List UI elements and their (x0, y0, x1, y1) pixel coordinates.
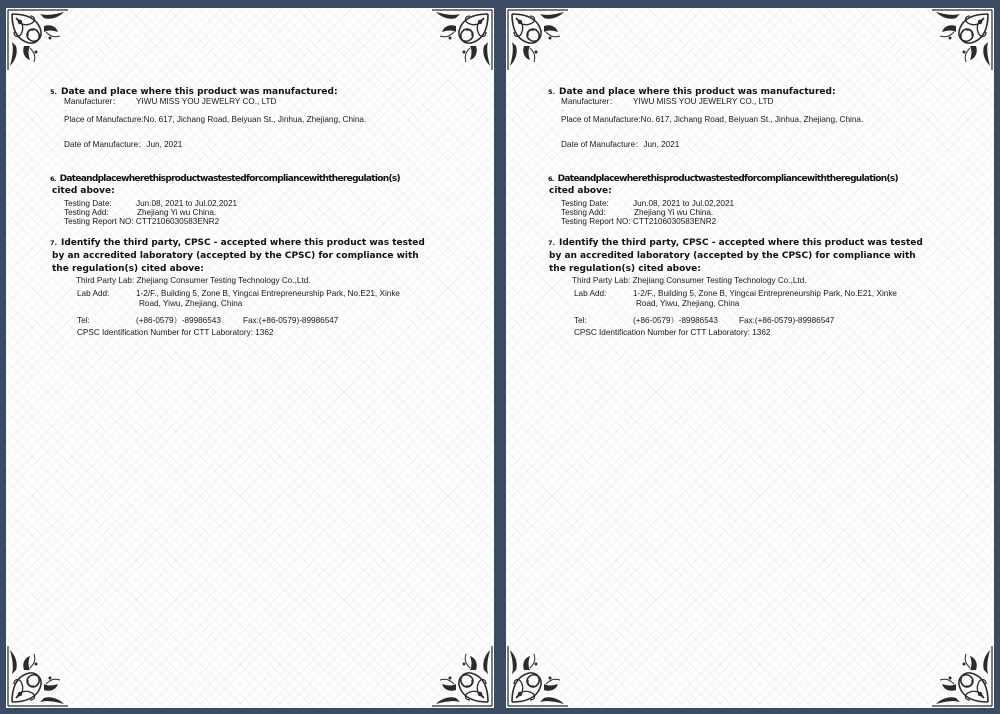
testing-report-no: Testing Report NO: CTT2106030583ENR2 (64, 217, 220, 226)
manufacturer-value: YIWU MISS YOU JEWELRY CO., LTD (633, 97, 774, 106)
third-party-lab: Third Party Lab: Zhejiang Consumer Testing Technology Co.,Ltd. (76, 276, 311, 285)
testing-date-value: Jun.08, 2021 to Jul.02,2021 (136, 199, 238, 208)
section-7-heading: 7. Identify the third party, CPSC - accepted where this product was tested (548, 238, 923, 248)
section-6-heading: 6. Dateandplacewherethisproductwastestedforcompliancewiththeregulation(s) (548, 174, 898, 184)
certificate-page-right (506, 8, 994, 708)
tel-value: (+86-0579）-89986543 (633, 316, 718, 325)
section-6-heading-cont: cited above: (52, 186, 115, 196)
lab-add-label: Lab Add: (574, 289, 607, 298)
stray-dot: . (562, 107, 564, 113)
fax-value: Fax:(+86-0579)-89986547 (739, 316, 835, 325)
section-7-heading-line2: by an accredited laboratory (accepted by the CPSC) for compliance with (549, 251, 916, 261)
testing-add-label: Testing Add: (64, 208, 109, 217)
manufacturer-value: YIWU MISS YOU JEWELRY CO., LTD (136, 97, 277, 106)
section-5-heading: 5. Date and place where this product was manufactured: (50, 87, 338, 97)
tel-label: Tel: (574, 316, 587, 325)
lab-add-line1: 1-2/F., Building 5, Zone B, Yingcai Entrepreneurship Park, No.E21, Xinke (633, 289, 897, 298)
tel-label: Tel: (77, 316, 90, 325)
lab-add-label: Lab Add: (77, 289, 110, 298)
section-5-heading: 5. Date and place where this product was manufactured: (548, 87, 836, 97)
section-7-heading-line3: the regulation(s) cited above: (52, 264, 204, 274)
section-7-heading-line3: the regulation(s) cited above: (549, 264, 701, 274)
fax-value: Fax:(+86-0579)-89986547 (243, 316, 339, 325)
certificate-page-left (6, 8, 494, 708)
testing-report-no: Testing Report NO: CTT2106030583ENR2 (561, 217, 717, 226)
manufacturer-label: Manufacturer： (561, 97, 618, 106)
place-of-manufacture: Place of Manufacture:No. 617, Jichang Road, Beiyuan St., Jinhua, Zhejiang, China. (64, 115, 367, 124)
testing-add-value: Zhejiang Yi wu China. (634, 208, 714, 217)
lab-add-line1: 1-2/F., Building 5, Zone B, Yingcai Entrepreneurship Park, No.E21, Xinke (136, 289, 400, 298)
testing-add-label: Testing Add: (561, 208, 606, 217)
section-7-heading-line2: by an accredited laboratory (accepted by the CPSC) for compliance with (52, 251, 419, 261)
date-of-manufacture: Date of Manufacture：Jun, 2021 (561, 140, 680, 149)
section-6-heading: 6. Dateandplacewherethisproductwastestedforcompliancewiththeregulation(s) (50, 174, 400, 184)
date-of-manufacture: Date of Manufacture：Jun, 2021 (64, 140, 183, 149)
section-6-heading-cont: cited above: (549, 186, 612, 196)
testing-date-value: Jun.08, 2021 to Jul.02,2021 (633, 199, 735, 208)
testing-date-label: Testing Date: (64, 199, 112, 208)
lab-add-line2: Road, Yiwu, Zhejiang, China (139, 299, 243, 308)
testing-date-label: Testing Date: (561, 199, 609, 208)
cpsc-identification: CPSC Identification Number for CTT Laboratory: 1362 (574, 328, 771, 337)
tel-value: (+86-0579）-89986543 (136, 316, 221, 325)
section-7-heading: 7. Identify the third party, CPSC - accepted where this product was tested (50, 238, 425, 248)
third-party-lab: Third Party Lab: Zhejiang Consumer Testing Technology Co.,Ltd. (572, 276, 807, 285)
testing-add-value: Zhejiang Yi wu China. (137, 208, 217, 217)
stray-dot: . (65, 107, 67, 113)
cpsc-identification: CPSC Identification Number for CTT Laboratory: 1362 (77, 328, 274, 337)
manufacturer-label: Manufacturer： (64, 97, 121, 106)
lab-add-line2: Road, Yiwu, Zhejiang, China (636, 299, 740, 308)
place-of-manufacture: Place of Manufacture:No. 617, Jichang Road, Beiyuan St., Jinhua, Zhejiang, China. (561, 115, 864, 124)
